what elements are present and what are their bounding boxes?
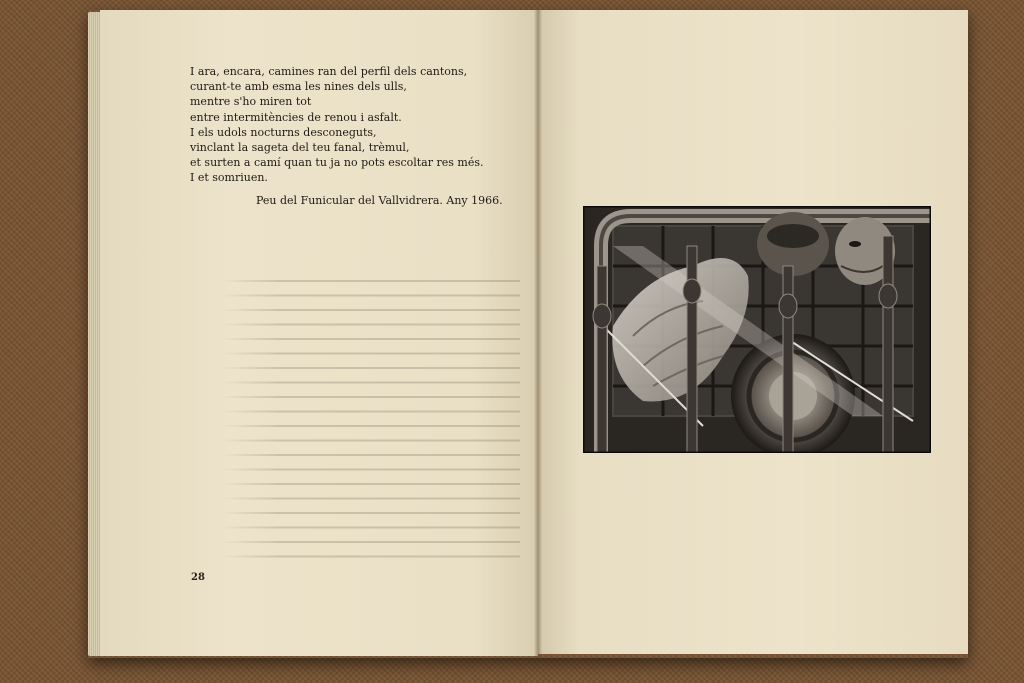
poem-line: vinclant la sageta del teu fanal, trèmul, — [190, 141, 410, 155]
poem-caption: Peu del Funicular del Vallvidrera. Any 1966. — [256, 194, 503, 207]
illustration — [583, 206, 931, 453]
poem-line: I els udols nocturns desconeguts, — [190, 125, 377, 139]
left-page — [100, 10, 538, 656]
poem-line: I ara, encara, camines ran del perfil dels cantons, — [190, 65, 468, 78]
book-gutter — [534, 10, 542, 658]
open-book — [88, 10, 968, 658]
illustration-drawing — [583, 206, 931, 453]
page-number: 28 — [191, 572, 205, 583]
poem-line: curant-te amb esma les nines dels ulls, — [190, 80, 407, 94]
poem — [190, 64, 530, 186]
poem-line: I et somriuen. — [190, 171, 268, 185]
poem-line: entre intermitències de renou i asfalt. — [190, 110, 402, 124]
bleed-through-text — [220, 280, 520, 560]
poem-line: mentre s'ho miren tot — [190, 95, 312, 109]
poem-line: et surten a camí quan tu ja no pots escoltar res més. — [190, 156, 484, 170]
